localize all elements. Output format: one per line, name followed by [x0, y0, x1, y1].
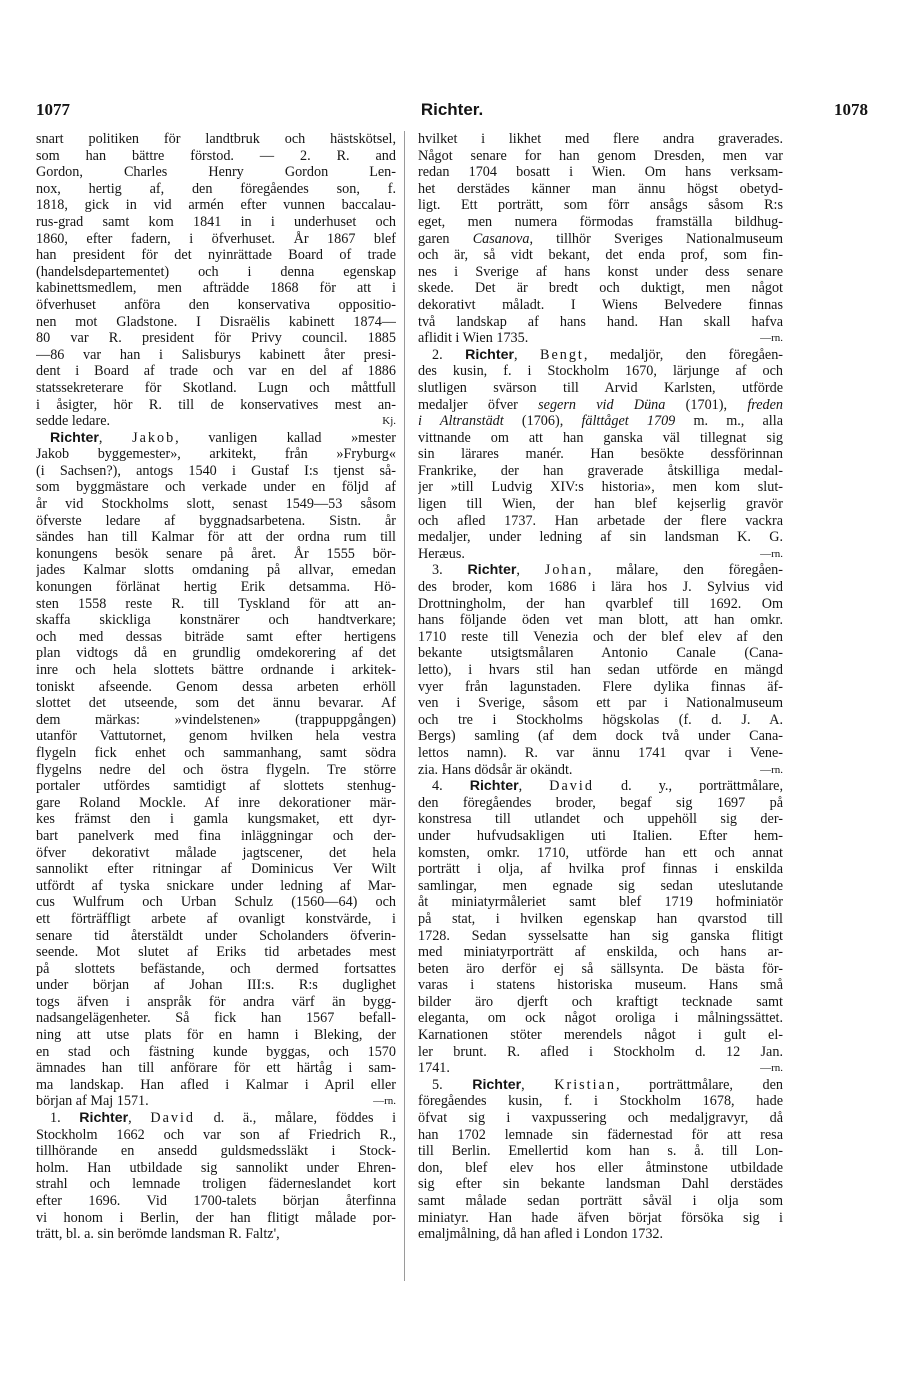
- running-title: Richter.: [420, 100, 484, 119]
- entry-headword: Richter: [79, 1110, 129, 1127]
- right-column-text-line: 1710 reste till Venezia och der blef elev af den: [418, 628, 783, 645]
- left-column-text-line: (i Sachsen?), antogs 1540 i Gustaf I:s tjenst så-: [36, 462, 396, 479]
- right-column-text-line: dekorativt måladt. I Wiens Belvedere finnas: [418, 296, 783, 313]
- left-column-text-line: Richter, Jakob, vanligen kallad »mester: [50, 429, 396, 446]
- right-column-text-line: till Berlin. Emellertid kom han s. å. till Lon-: [418, 1143, 783, 1160]
- left-column-text-line: 1860, efter fadern, i öfverhuset. År 1867 blef: [36, 230, 396, 247]
- entry-given-name: Kristian: [554, 1076, 616, 1093]
- right-column-text-line: samt målade sedan porträtt såväl i olja som: [418, 1193, 783, 1209]
- left-column-text-line: cus Wulfrum och Urban Schulz (1560—64) och: [36, 894, 396, 911]
- italic-title: freden: [747, 396, 783, 413]
- left-column-text-line: slottet det utseende, som det ännu bevarar. Af: [36, 695, 396, 712]
- right-column-text-line: ligen till Wien, der han blef kejserlig gravör: [418, 496, 783, 513]
- left-column-text-line: (handelsdepartementet) och i denna egenskap: [36, 263, 396, 280]
- left-column-text-line: ning att utse plats för en hamn i Bleking, der: [36, 1027, 396, 1044]
- author-signature: —rn.: [760, 332, 783, 345]
- right-column-text-line: sig efter sin bekante landsman Dahl derstädes: [418, 1176, 783, 1193]
- left-column-text-line: nen mot Gladstone. I Disraëlis kabinett 1874—: [36, 313, 396, 330]
- right-column-text-line: porträtt i olja, af hvilka prof finnas i enskilda: [418, 861, 783, 878]
- page-number-left: 1077: [36, 100, 70, 119]
- right-column-text-line: vyer från lagunstaden. Flere dylika finnas äf-: [418, 678, 783, 695]
- right-column-text-line: ven i Sverige, såsom ett par i Nationalmuseum: [418, 695, 783, 712]
- left-column-text-line: konungen förlänat hertig Erik detsamma. Hö-: [36, 579, 396, 596]
- right-column-text-line: nes i Sverige af hans konst under dess senare: [418, 263, 783, 280]
- left-column-text-line: dent i Board af trade och var en del af 1886: [36, 363, 396, 380]
- column-divider: [404, 131, 405, 1281]
- left-column-text-line: snart politiken för landtbruk och hästskötsel,: [36, 131, 396, 147]
- left-column-text-line: strahl och lemnade troligen fäderneslandet kort: [36, 1176, 396, 1193]
- left-column-text-line: en stad och fästning kunde byggas, och 1570: [36, 1043, 396, 1060]
- left-column-text-line: han president för det nyinrättade Board of trade: [36, 247, 396, 264]
- right-column-text-line: sin lärares manér. Han besökte dessförinnan: [418, 446, 783, 463]
- left-column-text-line: vi honom i Berlin, der han flitigt målade por-: [36, 1209, 396, 1226]
- right-column-text-line: 3. Richter, Johan, målare, den föregåen-: [432, 562, 783, 579]
- entry-headword: Richter: [467, 562, 517, 579]
- left-column-text-line: utfördt af tyska snickare under ledning af Mar-: [36, 877, 396, 894]
- left-column-text-line: ett förträffligt arbete af ovanligt konstvärde, i: [36, 910, 396, 927]
- left-column-text-line: sten 1558 reste R. till Tyskland för att an-: [36, 595, 396, 612]
- author-signature: Kj.: [382, 415, 396, 428]
- right-column-text-line: bekante utsigtsmålaren Antonio Canale (Cana-: [418, 645, 783, 662]
- left-column-text-line: år vid Stockholms slott, senast 1549—53 såsom: [36, 496, 396, 513]
- left-column-text-line: 1818, gick in vid armén efter vunnen baccalau-: [36, 197, 396, 214]
- entry-headword: Richter: [465, 346, 514, 363]
- right-column-text-line: hvilket i likhet med flere andra graverades.: [418, 131, 783, 147]
- left-column-text-line: ma landskap. Han afled i Kalmar i April eller: [36, 1076, 396, 1093]
- right-column-text-line: don, blef elev hos eller åtminstone utbildade: [418, 1159, 783, 1176]
- left-column-text-line: sändes han till Kalmar för att der ordna rum till: [36, 529, 396, 546]
- left-column-text-line: nadsangelägenheter. Så fick han 1567 befall-: [36, 1010, 396, 1027]
- left-column-text-line: rus-grad samt kom 1841 in i underhuset och: [36, 213, 396, 230]
- right-column-text-line: varas i statens historiska museum. Hans små: [418, 977, 783, 994]
- right-column-text-line: skede. Det är bredt och duktigt, men något: [418, 280, 783, 297]
- right-column-text-line: två landskap af hans hand. Han skall hafva: [418, 313, 783, 330]
- right-column-text-line: —rn. aflidit i Wien 1735.: [418, 330, 783, 347]
- entry-headword: Richter: [50, 429, 99, 446]
- right-column-text-line: under hufvudsakligen uti Italien. Efter hem-: [418, 827, 783, 844]
- entry-given-name: Johan: [544, 562, 588, 579]
- author-signature: —rn.: [760, 763, 783, 776]
- right-column-text-line: bilder äro djerft och kraftigt tecknade samt: [418, 993, 783, 1010]
- right-column-text-line: des broder, kom 1686 i lära hos J. Sylvius vid: [418, 579, 783, 596]
- right-column-text-line: i Altranstädt (1706), fälttåget 1709 m. m., alla: [418, 413, 783, 430]
- author-signature: —rn.: [373, 1095, 396, 1108]
- italic-title: i Altranstädt: [418, 413, 504, 430]
- right-column-text-line: Drottningholm, der han qvarblef till 1692. Om: [418, 595, 783, 612]
- entry-headword: Richter: [469, 778, 519, 795]
- right-column-text-line: på stat, i hvilken egenskap han qvarstod till: [418, 910, 783, 927]
- right-column-text-line: redan 1704 bosatt i Wien. Om hans verksam-: [418, 164, 783, 181]
- right-column-text-line: medaljer öfver segern vid Düna (1701), freden: [418, 396, 783, 413]
- italic-title: Casanova: [472, 230, 530, 247]
- left-column-text-line: —86 var han i Salisburys kabinett åter presi-: [36, 346, 396, 363]
- right-column-text-line: och tre i Stockholms högskolas (f. d. J. A.: [418, 711, 783, 728]
- left-column-text-line: toniskt afseende. Genom dessa arbeten erhöll: [36, 678, 396, 695]
- right-column-text-line: och afled 1737. Han arbetade der flere vackra: [418, 512, 783, 529]
- page-header: [36, 100, 868, 126]
- right-column-text-line: Något senare for han genom Dresden, men var: [418, 147, 783, 164]
- left-column-text-line: seende. Mot slutet af Eriks tid arbetades mest: [36, 944, 396, 961]
- right-column-text-line: vittnande om att han ganska väl tillegnat sig: [418, 429, 783, 446]
- left-column-text-line: under början af Johan III:s. R:s duglighet: [36, 977, 396, 994]
- right-column-text-line: föregåendes kusin, f. i Stockholm 1678, hade: [418, 1093, 783, 1110]
- entry-given-name: David: [150, 1110, 196, 1127]
- left-column-text-line: jades Kalmar slotts omdaning på allvar, emedan: [36, 562, 396, 579]
- left-column-text-line: Gordon, Charles Henry Gordon Len-: [36, 164, 396, 181]
- left-column-text-line: nox, hertig af, den föregåendes son, f.: [36, 180, 396, 197]
- right-column-text-line: lettos namn). R. var ännu 1741 qvar i Vene-: [418, 744, 783, 761]
- left-column-text-line: trätt, bl. a. sin berömde landsman R. Faltz',: [36, 1226, 280, 1243]
- entry-headword: Richter: [472, 1076, 522, 1093]
- right-text-column: [418, 131, 783, 1243]
- page-number-right: 1078: [834, 100, 868, 119]
- left-column-text-line: Kj. sedde ledare.: [36, 413, 396, 430]
- right-column-text-line: Bergs) samling (af dem dock två under Cana-: [418, 728, 783, 745]
- left-column-text-line: togs äfven i anspråk för andra värf än bygg-: [36, 993, 396, 1010]
- left-column-text-line: som han bättre förstod. — 2. R. and: [36, 147, 396, 164]
- right-column-text-line: eget, men numera förmodas framställa bildhug-: [418, 213, 783, 230]
- right-column-text-line: eleganta, om ock något oroliga i målningssättet.: [418, 1010, 783, 1027]
- left-column-text-line: efter 1696. Vid 1700-talets början återfinna: [36, 1193, 396, 1209]
- left-text-column: [36, 131, 396, 1243]
- right-column-text-line: komsten, omkr. 1710, utförde han ett och annat: [418, 844, 783, 861]
- right-column-text-line: med miniatyrporträtt af enskilda, och hans ar-: [418, 944, 783, 961]
- right-column-text-line: beten äro derför ej så sällsynta. De bästa för-: [418, 960, 783, 977]
- left-column-text-line: dem märkas: »vindelstenen» (trappuppgången): [36, 711, 396, 728]
- entry-given-name: Bengt: [539, 346, 584, 363]
- left-column-text-line: tillhörande en ansedd guldsmedssläkt i Stock-: [36, 1143, 396, 1160]
- right-column-text-line: han 1702 lemnade sin fädernestad för att resa: [418, 1126, 783, 1143]
- left-column-text-line: öfverhuset anföra den konservativa oppositio-: [36, 296, 396, 313]
- left-column-text-line: gare Roland Mockle. Af inre dekorationer mär-: [36, 794, 396, 811]
- right-column-text-line: jer »till Ludvig XIV:s historia», men kom slut-: [418, 479, 783, 496]
- right-column-text-line: letto), i hvars stil han sedan utförde en mängd: [418, 662, 783, 678]
- right-column-text-line: slutligen svärson till Arvid Karlsten, utförde: [418, 379, 783, 396]
- left-column-text-line: öfver dekorativt målade jagtscener, det hela: [36, 844, 396, 861]
- left-column-text-line: bart panelverk med fina inläggningar och der-: [36, 827, 396, 844]
- left-column-text-line: utanför Vattutornet, genom hvilken hela vestra: [36, 728, 396, 745]
- entry-given-name: David: [549, 778, 594, 795]
- right-column-text-line: —rn. Heræus.: [418, 545, 783, 562]
- left-column-text-line: —rn. början af Maj 1571.: [36, 1093, 396, 1110]
- right-column-text-line: Karnationen stöter merendels något i gult el-: [418, 1027, 783, 1044]
- left-column-text-line: Jakob byggemester», arkitekt, från »Fryburg«: [36, 446, 396, 463]
- right-column-text-line: 1728. Sedan sysselsatte han sig ganska flitigt: [418, 927, 783, 944]
- left-column-text-line: på slottets befästande, och dermed fortsattes: [36, 960, 396, 977]
- right-column-text-line: samlingar, men egnade sig sedan uteslutande: [418, 877, 783, 894]
- left-column-text-line: flygelns nedre del och östra flygeln. Tre större: [36, 761, 396, 778]
- left-column-text-line: i åsigter, hör R. till de konservatives mest an-: [36, 396, 396, 413]
- right-column-text-line: 4. Richter, David d. y., porträttmålare,: [432, 778, 783, 795]
- right-column-text-line: —rn. 1741.: [418, 1060, 783, 1077]
- left-column-text-line: 1. Richter, David d. ä., målare, föddes i: [50, 1110, 396, 1127]
- left-column-text-line: plan vidtogs då en grundlig omdekorering af det: [36, 645, 396, 662]
- right-column-text-line: och är, så vidt bekant, det enda prof, som fin-: [418, 247, 783, 264]
- italic-title: segern vid Düna: [538, 396, 666, 413]
- author-signature: —rn.: [760, 1062, 783, 1075]
- left-column-text-line: skaffa skickliga konstnärer och handtverkare;: [36, 612, 396, 629]
- left-column-text-line: flygeln fick enhet och sammanhang, samt södra: [36, 744, 396, 761]
- right-column-text-line: hans följande öden vet man blott, att han omkr.: [418, 612, 783, 629]
- right-column-text-line: des kusin, f. i Stockholm 1670, lärjunge af och: [418, 363, 783, 380]
- left-column-text-line: kes främst den i gamla kungsmaket, ett dyr-: [36, 811, 396, 828]
- left-column-text-line: portaler utfördes samtidigt af slottets stenhug-: [36, 778, 396, 795]
- right-column-text-line: het derstädes känner man ännu högst obetyd-: [418, 180, 783, 197]
- left-column-text-line: inre och hela slottets bättre ordnande i arkitek-: [36, 662, 396, 678]
- right-column-text-line: ler brunt. R. afled i Stockholm d. 12 Jan.: [418, 1043, 783, 1060]
- right-column-text-line: —rn. zia. Hans dödsår är okändt.: [418, 761, 783, 778]
- left-column-text-line: och med dessas biträde samt efter hertigens: [36, 628, 396, 645]
- left-column-text-line: senare tid återstäldt under Scholanders öfverin-: [36, 927, 396, 944]
- right-column-text-line: emaljmålning, då han afled i London 1732.: [418, 1226, 664, 1243]
- left-column-text-line: konungens besök senare på året. År 1555 bör-: [36, 545, 396, 562]
- right-column-text-line: konstresa till utlandet och uppehöll sig der-: [418, 811, 783, 828]
- entry-given-name: Jakob: [132, 429, 176, 446]
- right-column-text-line: ligt. Ett porträtt, som förr ansågs såsom R:s: [418, 197, 783, 214]
- left-column-text-line: öfverste ledare af byggnadsarbetena. Sistn. år: [36, 512, 396, 529]
- right-column-text-line: garen Casanova, tillhör Sveriges Nationalmuseum: [418, 230, 783, 247]
- left-column-text-line: Stockholm 1662 och var son af Friedrich R.,: [36, 1126, 396, 1143]
- right-column-text-line: den föregåendes broder, begaf sig 1697 på: [418, 794, 783, 811]
- italic-title: fälttåget 1709: [581, 413, 676, 430]
- left-column-text-line: kabinettsmedlem, men afträdde 1868 för att i: [36, 280, 396, 297]
- right-column-text-line: 2. Richter, Bengt, medaljör, den föregåen-: [432, 346, 783, 363]
- right-column-text-line: miniatyr. Han hade äfven börjat försöka sig i: [418, 1209, 783, 1226]
- left-column-text-line: statssekreterare för Skotland. Lugn och måttfull: [36, 379, 396, 396]
- right-column-text-line: medaljer, under ledning af sin landsman K. G.: [418, 529, 783, 546]
- left-column-text-line: som byggmästare och verkade under en följd af: [36, 479, 396, 496]
- author-signature: —rn.: [760, 547, 783, 560]
- left-column-text-line: ämnades han till anförare för ett härtåg i sam-: [36, 1060, 396, 1077]
- right-column-text-line: åt miniatyrmåleriet samt blef 1719 hofminiatör: [418, 894, 783, 911]
- right-column-text-line: 5. Richter, Kristian, porträttmålare, den: [432, 1076, 783, 1093]
- left-column-text-line: sannolikt efter ritningar af Dominicus Ver Wilt: [36, 861, 396, 878]
- right-column-text-line: öfvat sig i vaxpussering och medaljgravyr, då: [418, 1110, 783, 1127]
- left-column-text-line: holm. Han utbildade sig sannolikt under Ehren-: [36, 1159, 396, 1176]
- left-column-text-line: 80 var R. president för Privy council. 1885: [36, 330, 396, 347]
- right-column-text-line: Frankrike, der han graverade åtskilliga medal-: [418, 462, 783, 479]
